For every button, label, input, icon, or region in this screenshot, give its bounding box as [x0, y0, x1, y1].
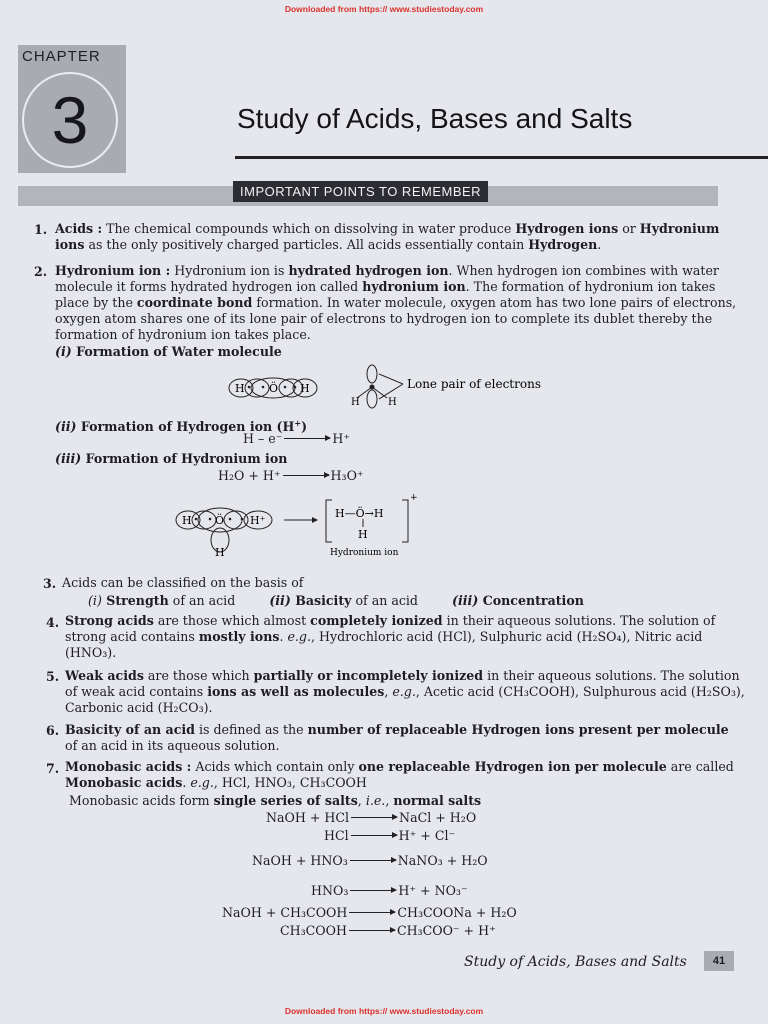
point-4-line-2: strong acid contains mostly ions. e.g., Hydrochloric acid (HCl), Sulphuric acid (H₂SO₄), Nitric acid [65, 629, 703, 644]
reaction-4: HNO₃ H⁺ + NO₃⁻ [311, 883, 468, 898]
point-3-classes: (i) Strength of an acid (ii) Basicity of an acid (iii) Concentration [88, 593, 584, 608]
chapter-number: 3 [51, 83, 89, 157]
svg-text:Ö: Ö [215, 514, 225, 527]
equation-hydrogen-ion: H – e⁻ H⁺ [243, 431, 351, 446]
page-number: 41 [704, 951, 734, 971]
point-4-line-1: Strong acids are those which almost completely ionized in their aqueous solutions. The solution of [65, 613, 716, 628]
point-number: 1. [34, 222, 48, 237]
reaction-3: NaOH + HNO₃ NaNO₃ + H₂O [252, 853, 488, 868]
subheading-hydrogen-ion: (ii) Formation of Hydrogen ion (H+) [55, 418, 308, 435]
download-banner-top[interactable]: Downloaded from https:// www.studiestoday.com [284, 4, 484, 14]
water-molecule-diagram [225, 362, 555, 414]
svg-text:H: H [182, 514, 192, 527]
running-footer: Study of Acids, Bases and Salts [464, 954, 687, 970]
point-number: 7. [46, 761, 60, 776]
chapter-title: Study of Acids, Bases and Salts [237, 103, 633, 134]
point-number: 2. [34, 264, 48, 279]
point-5-line-3: Carbonic acid (H₂CO₃). [65, 700, 213, 715]
point-2-line-2: molecule it forms hydrated hydrogen ion called hydronium ion. The formation of hydronium ion takes [55, 279, 716, 294]
point-number: 5. [46, 669, 60, 684]
reaction-6: CH₃COOH CH₃COO⁻ + H⁺ [280, 923, 496, 938]
point-5-line-2: of weak acid contains ions as well as molecules, e.g., Acetic acid (CH₃COOH), Sulphurous acid (H₂SO₃), [65, 684, 745, 699]
water-h-right: H [300, 382, 310, 395]
section-heading: IMPORTANT POINTS TO REMEMBER [233, 181, 488, 202]
reaction-2: HCl H⁺ + Cl⁻ [324, 828, 456, 843]
svg-text:H: H [215, 546, 225, 559]
point-number: 4. [46, 615, 60, 630]
title-rule [235, 156, 768, 159]
point-7-line-1: Monobasic acids : Acids which contain only one replaceable Hydrogen ion per molecule are called [65, 759, 734, 774]
hydronium-ion-diagram [172, 490, 432, 568]
point-6-line-1: Basicity of an acid is defined as the number of replaceable Hydrogen ions present per molecule [65, 722, 729, 737]
point-7-line-3: Monobasic acids form single series of salts, i.e., normal salts [69, 793, 482, 808]
lone-pair-label: Lone pair of electrons [407, 377, 541, 391]
subheading-hydronium-ion: (iii) Formation of Hydronium ion [55, 451, 288, 466]
point-4-line-3: (HNO₃). [65, 645, 117, 660]
svg-text:H: H [358, 528, 368, 541]
subheading-water: (i) Formation of Water molecule [55, 344, 282, 359]
reaction-1: NaOH + HCl NaCl + H₂O [266, 810, 477, 825]
point-1-line-2: ions as the only positively charged particles. All acids essentially contain Hydrogen. [55, 237, 602, 252]
point-5-line-1: Weak acids are those which partially or incompletely ionized in their aqueous solutions. The solution [65, 668, 740, 683]
hydronium-structure: H—Ö→H [335, 507, 384, 520]
download-banner-bottom[interactable]: Downloaded from https:// www.studiestoday.com [284, 1006, 484, 1016]
point-2-line-4: oxygen atom shares one of its lone pair of electrons to hydrogen ion to complete its dublet thereby the [55, 311, 713, 326]
hydronium-caption: Hydronium ion [330, 548, 399, 558]
point-7-line-2: Monobasic acids. e.g., HCl, HNO₃, CH₃COOH [65, 775, 367, 790]
svg-text:H⁺: H⁺ [250, 514, 266, 527]
point-6-line-2: of an acid in its aqueous solution. [65, 738, 280, 753]
point-2-line-5: formation of hydronium ion takes place. [55, 327, 311, 342]
point-3-line-1: Acids can be classified on the basis of [62, 575, 304, 590]
water-h-left: H [235, 382, 245, 395]
chapter-label: CHAPTER [22, 48, 101, 65]
svg-text:+: + [410, 493, 418, 503]
water-o: Ö [269, 382, 279, 395]
point-2-line-3: place by the coordinate bond formation. In water molecule, oxygen atom has two lone pairs of electrons, [55, 295, 737, 310]
reaction-5: NaOH + CH₃COOH CH₃COONa + H₂O [222, 905, 517, 920]
point-2-line-1: Hydronium ion : Hydronium ion is hydrated hydrogen ion. When hydrogen ion combines with water [55, 263, 719, 278]
equation-hydronium: H₂O + H⁺ H₃O⁺ [218, 468, 364, 483]
svg-text:H: H [388, 397, 397, 408]
point-number: 6. [46, 723, 60, 738]
point-1-line-1: Acids : The chemical compounds which on dissolving in water produce Hydrogen ions or Hydronium [55, 221, 720, 236]
svg-text:H: H [351, 397, 360, 408]
point-number: 3. [43, 576, 57, 591]
